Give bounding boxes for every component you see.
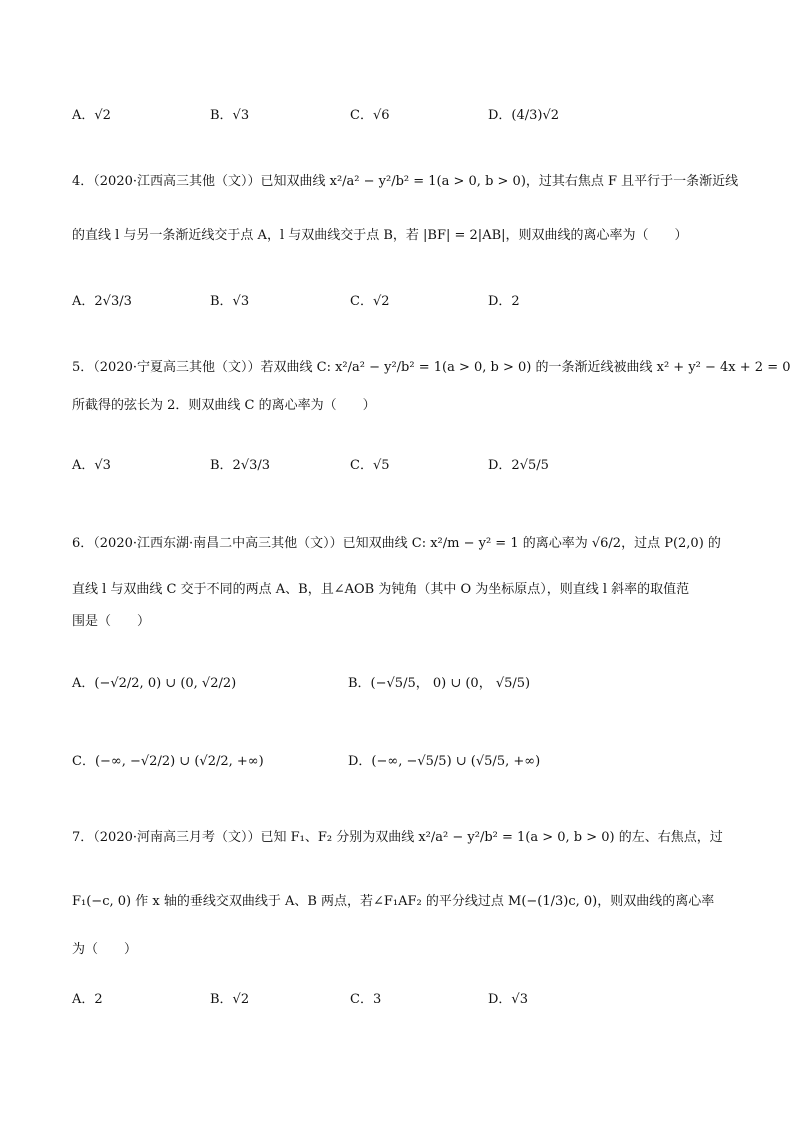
question-4-text-line1: 4．（2020·江西高三其他（文））已知双曲线 x²/a² − y²/b² = 1(a > 0, b > 0)，过其右焦点 F 且平行于一条渐近线 <box>72 174 739 189</box>
q6-option-d: D．(−∞, −√5/5) ∪ (√5/5, +∞) <box>348 754 541 769</box>
q4-option-b: B．√3 <box>210 294 250 309</box>
q4-option-c: C．√2 <box>350 294 390 309</box>
q6-option-b: B．(−√5/5， 0) ∪ (0， √5/5) <box>348 676 531 691</box>
q4-option-d: D．2 <box>488 294 520 309</box>
question-5-text-line2: 所截得的弦长为 2．则双曲线 C 的离心率为（ ） <box>72 398 376 413</box>
option-b: B．√3 <box>210 108 250 123</box>
q5-option-a: A．√3 <box>72 458 111 473</box>
q7-option-c: C．3 <box>350 992 382 1007</box>
question-5-text-line1: 5．（2020·宁夏高三其他（文））若双曲线 C: x²/a² − y²/b² = 1(a > 0, b > 0) 的一条渐近线被曲线 x² + y² − 4x + 2 = 0 <box>72 360 791 375</box>
question-6-text-line3: 围是（ ） <box>72 614 151 629</box>
q4-option-a: A．2√3/3 <box>72 294 132 309</box>
question-6-text-line2: 直线 l 与双曲线 C 交于不同的两点 A、B，且∠AOB 为钝角（其中 O 为坐标原点），则直线 l 斜率的取值范 <box>72 582 690 597</box>
question-7-text-line1: 7．（2020·河南高三月考（文））已知 F₁、F₂ 分别为双曲线 x²/a² − y²/b² = 1(a > 0, b > 0) 的左、右焦点，过 <box>72 830 723 845</box>
option-d: D．(4/3)√2 <box>488 108 560 123</box>
question-4-text-line2: 的直线 l 与另一条渐近线交于点 A，l 与双曲线交于点 B，若 |BF| = 2|AB|，则双曲线的离心率为（ ） <box>72 228 688 243</box>
option-a: A．√2 <box>72 108 111 123</box>
q5-option-c: C．√5 <box>350 458 390 473</box>
question-6-text-line1: 6．（2020·江西东湖·南昌二中高三其他（文））已知双曲线 C: x²/m − y² = 1 的离心率为 √6/2，过点 P(2,0) 的 <box>72 536 721 551</box>
question-7-text-line2: F₁(−c, 0) 作 x 轴的垂线交双曲线于 A、B 两点，若∠F₁AF₂ 的平分线过点 M(−(1/3)c, 0)，则双曲线的离心率 <box>72 894 715 909</box>
q7-option-d: D．√3 <box>488 992 528 1007</box>
q7-option-a: A．2 <box>72 992 103 1007</box>
q6-option-c: C．(−∞, −√2/2) ∪ (√2/2, +∞) <box>72 754 264 769</box>
q5-option-d: D．2√5/5 <box>488 458 549 473</box>
question-7-text-line3: 为（ ） <box>72 942 138 957</box>
q6-option-a: A．(−√2/2, 0) ∪ (0, √2/2) <box>72 676 237 691</box>
q5-option-b: B．2√3/3 <box>210 458 271 473</box>
option-c: C．√6 <box>350 108 390 123</box>
q7-option-b: B．√2 <box>210 992 250 1007</box>
